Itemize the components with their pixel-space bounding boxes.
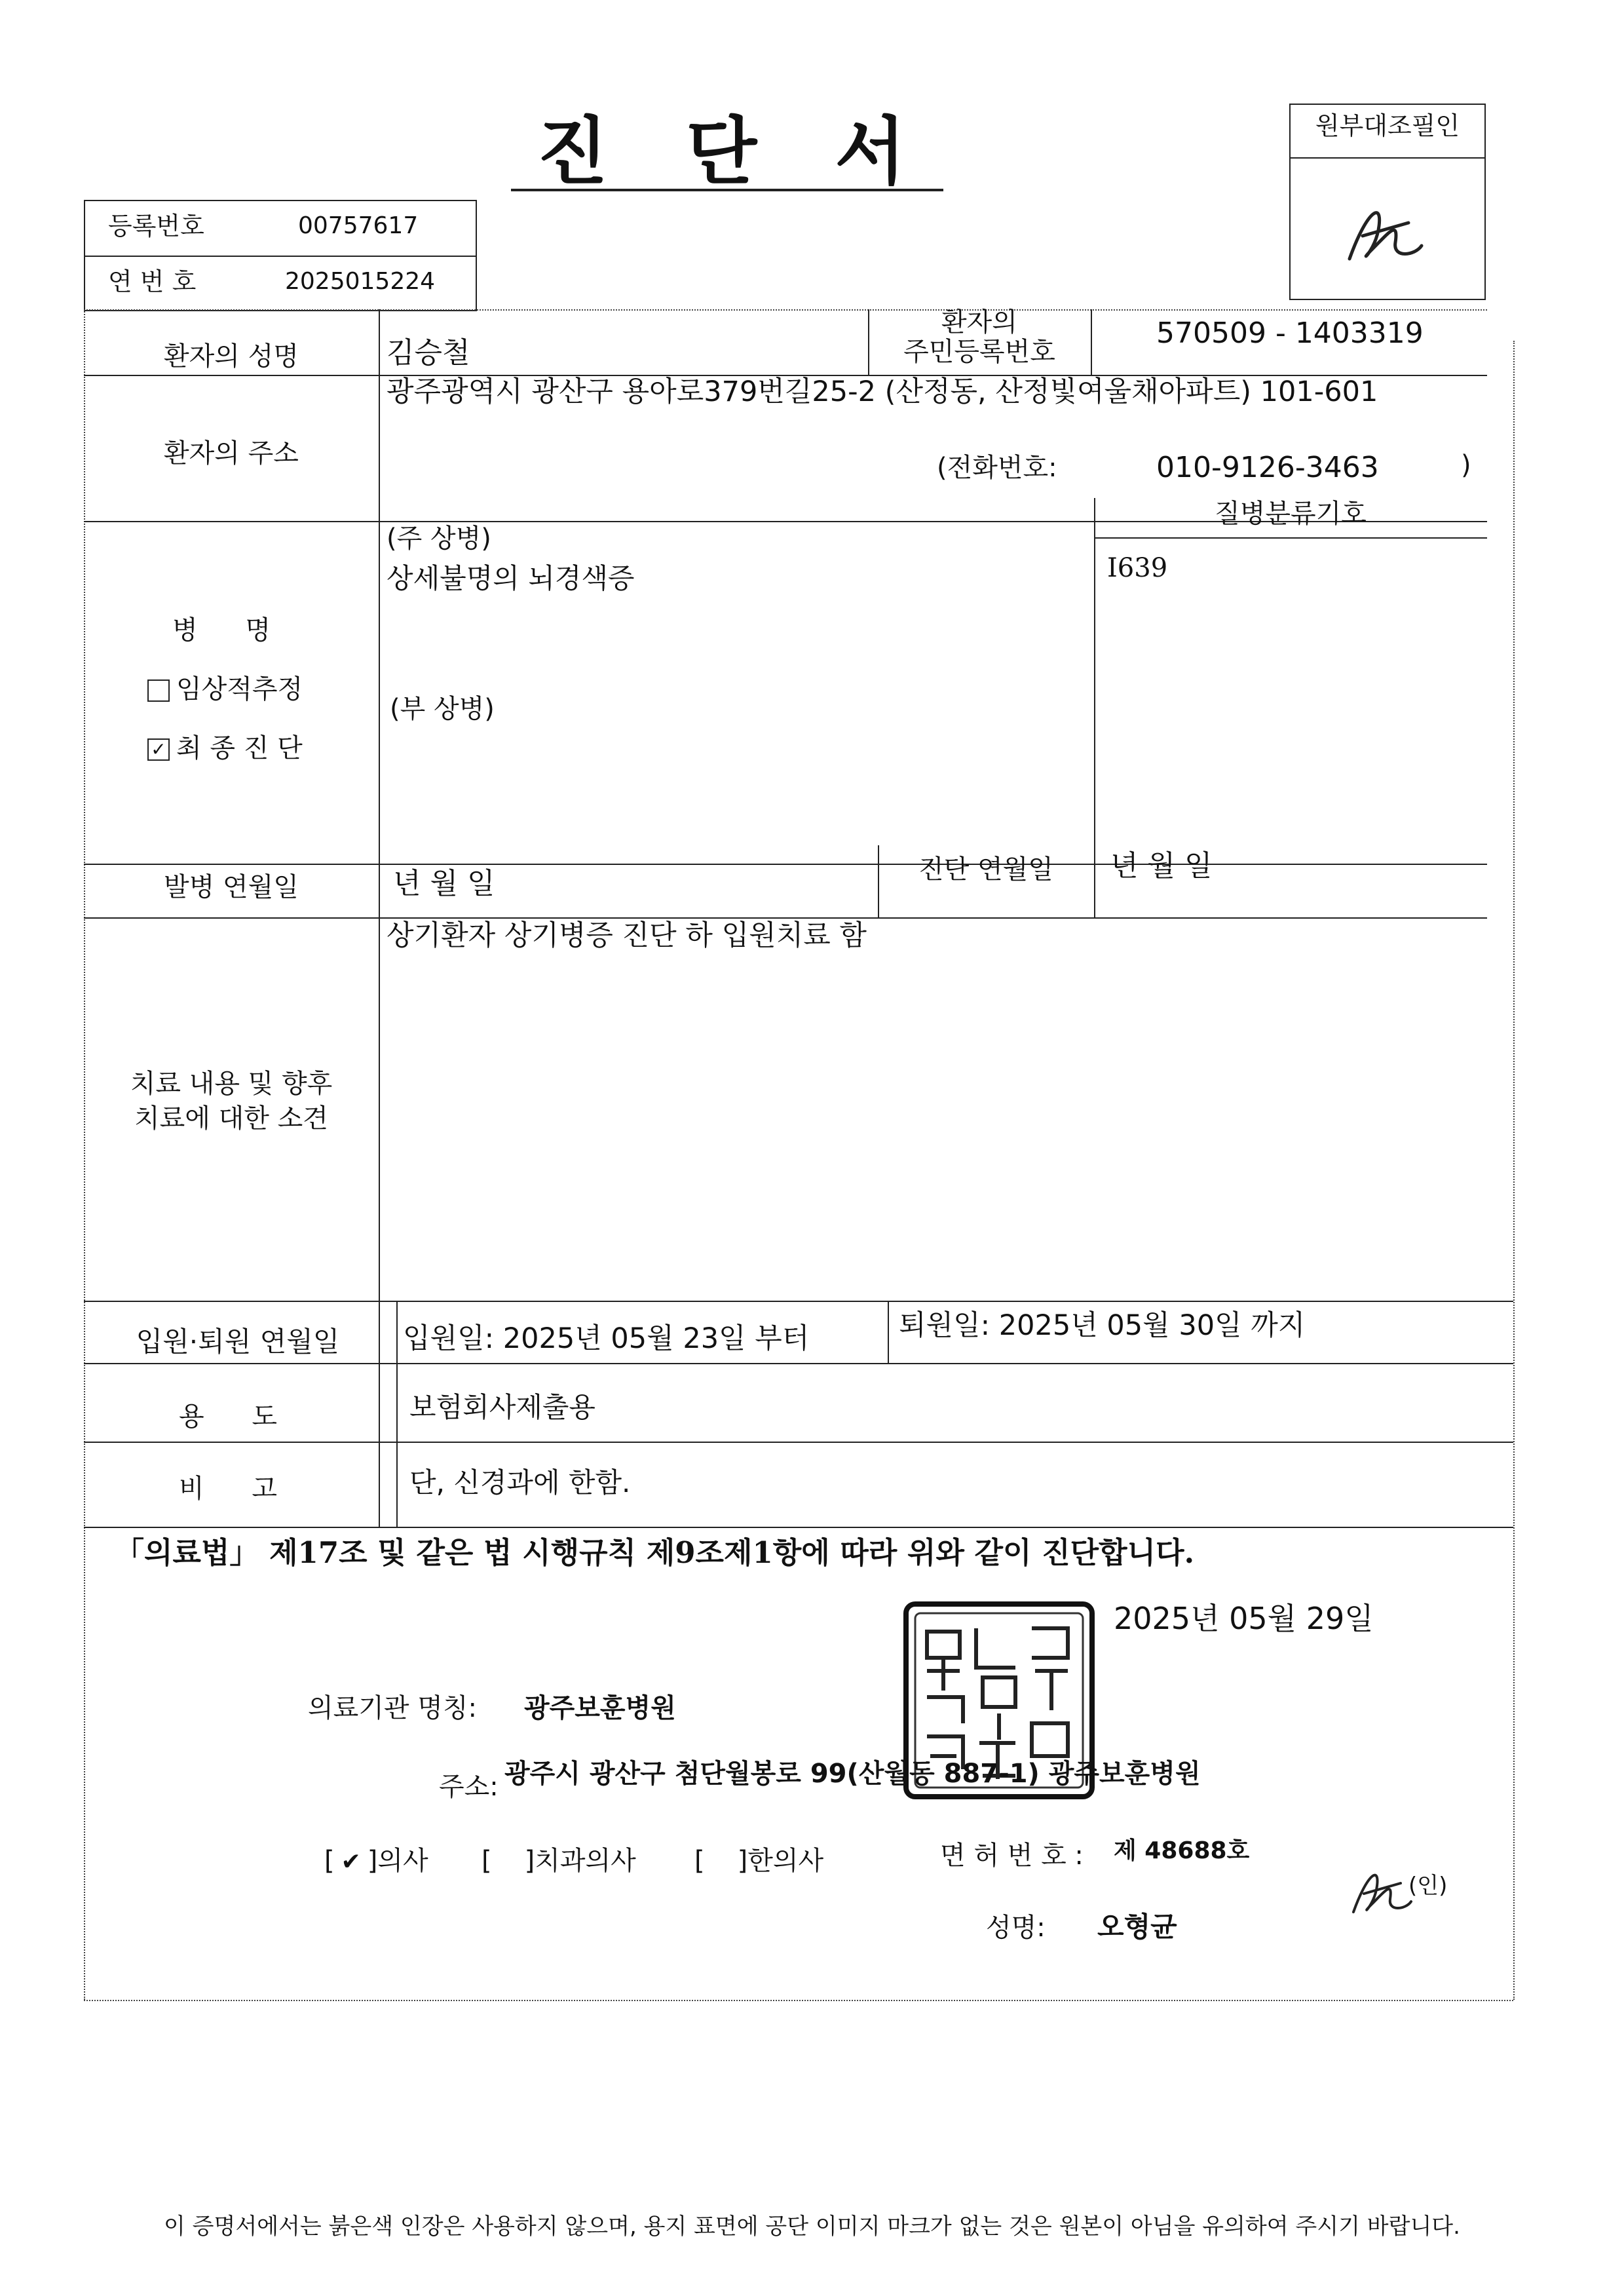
oriental-open-bracket: [ (694, 1846, 705, 1876)
license-oriental-option (694, 1846, 823, 1875)
discharge-separator (888, 1301, 889, 1363)
main-diagnosis: 상세불명의 뇌경색증 (387, 562, 635, 594)
title-underline (511, 189, 943, 191)
document-title: 진 단 서 (537, 109, 932, 195)
purpose-value: 보험회사제출용 (409, 1391, 596, 1423)
footer-notice: 이 증명서에서는 붉은색 인장은 사용하지 않으며, 용지 표면에 공단 이미지 마크가 없는 것은 원본이 아님을 유의하여 주시기 바랍니다. (164, 2213, 1460, 2240)
opinion-label-line1: 치료 내용 및 향후 (130, 1069, 333, 1099)
stamp-box-label: 원부대조필인 (1315, 111, 1460, 140)
row-divider-remarks (84, 1527, 1513, 1528)
clinical-checkbox (147, 679, 170, 702)
license-number-label: 면 허 번 호 : (940, 1841, 1084, 1871)
signer-name: 오형균 (1097, 1911, 1177, 1943)
institution-label: 의료기관 명칭: (308, 1693, 478, 1723)
rrn-label-right-separator (1091, 309, 1092, 375)
code-header-divider (1094, 537, 1487, 539)
diagnosis-date: 년 월 일 (1110, 849, 1213, 883)
institution-name: 광주보훈병원 (524, 1693, 676, 1723)
rrn-label-line2: 주민등록번호 (903, 337, 1055, 367)
patient-name-label: 환자의 성명 (164, 341, 299, 372)
row-divider-admission (84, 1363, 1513, 1364)
seal-note: (인) (1408, 1873, 1448, 1899)
license-doctor-option (324, 1846, 428, 1875)
row-divider-disease (84, 864, 1487, 865)
final-checkbox (147, 738, 170, 761)
oriental-option-label: ]한의사 (737, 1846, 824, 1876)
address-label: 환자의 주소 (164, 438, 299, 469)
option-final (147, 734, 303, 763)
signer-label: 성명: (986, 1913, 1046, 1943)
phone-label: (전화번호: (937, 453, 1057, 483)
onset-label: 발병 연월일 (164, 872, 299, 902)
patient-name: 김승철 (387, 336, 470, 370)
legal-statement: 「의료법」 제17조 및 같은 법 시행규칙 제9조제1항에 따라 위와 같이 진단합니다. (115, 1535, 1195, 1570)
option-clinical-label: 임상적추정 (176, 674, 303, 704)
phone-close: ) (1461, 450, 1471, 480)
row-divider-purpose (84, 1442, 1513, 1443)
license-dentist-option (482, 1846, 636, 1875)
doctor-check-mark: ✔ (341, 1848, 361, 1875)
diagnosis-date-label: 진단 연월일 (918, 854, 1053, 885)
treatment-opinion: 상기환자 상기병증 진단 하 입원치료 함 (387, 919, 867, 952)
purpose-label: 용 도 (179, 1402, 297, 1432)
institution-address: 광주시 광산구 첨단월봉로 99(산월동 887-1) 광주보훈병원 (504, 1759, 1201, 1789)
registration-divider (84, 256, 477, 257)
option-clinical (147, 675, 303, 704)
registration-number: 00757617 (298, 212, 419, 239)
stamp-signature-icon (1336, 187, 1435, 285)
registration-label: 등록번호 (108, 212, 204, 240)
option-final-label: 최 종 진 단 (176, 733, 303, 763)
admission-label-separator (396, 1301, 398, 1363)
sub-diagnosis-label: (부 상병) (390, 694, 495, 724)
remarks-label: 비 고 (179, 1474, 297, 1504)
admission-label: 입원·퇴원 연월일 (136, 1326, 340, 1358)
serial-number: 2025015224 (285, 268, 436, 295)
row-divider-opinion (84, 1301, 1513, 1302)
admission-date: 입원일: 2025년 05월 23일 부터 (403, 1322, 810, 1355)
purpose-label-separator (396, 1363, 398, 1527)
main-diagnosis-label: (주 상병) (387, 524, 491, 554)
disease-label: 병 명 (172, 615, 290, 645)
license-number: 제 48688호 (1114, 1837, 1250, 1864)
final-check-mark: ✓ (151, 738, 166, 760)
patient-rrn: 570509 - 1403319 (1156, 316, 1424, 350)
rrn-label-line1: 환자의 (941, 307, 1017, 337)
stamp-box-divider (1289, 157, 1486, 159)
dentist-open-bracket: [ (482, 1846, 492, 1876)
form-right-border (1513, 341, 1515, 2000)
form-bottom-border (84, 2000, 1513, 2001)
doctor-open-bracket: [ (324, 1846, 335, 1876)
issue-date: 2025년 05월 29일 (1114, 1601, 1374, 1636)
institution-address-label: 주소: (439, 1772, 499, 1802)
onset-date: 년 월 일 (393, 867, 495, 900)
dentist-option-label: ]치과의사 (524, 1846, 636, 1876)
discharge-date: 퇴원일: 2025년 05월 30일 까지 (899, 1309, 1306, 1342)
code-label: 질병분류기호 (1215, 499, 1367, 529)
doctor-option-label: ]의사 (367, 1846, 428, 1876)
disease-code: I639 (1107, 553, 1168, 583)
phone-number: 010-9126-3463 (1156, 451, 1379, 484)
remarks-value: 단, 신경과에 한함. (409, 1466, 631, 1499)
row-divider-dates (84, 917, 1487, 919)
code-column-separator (1094, 498, 1095, 917)
patient-address: 광주광역시 광산구 용아로379번길25-2 (산정동, 산정빛여울채아파트) 101-601 (387, 375, 1378, 408)
form-top-border (84, 309, 1487, 311)
form-left-border (84, 309, 85, 2000)
opinion-label-line2: 치료에 대한 소견 (134, 1103, 328, 1134)
serial-label: 연 번 호 (108, 267, 197, 296)
